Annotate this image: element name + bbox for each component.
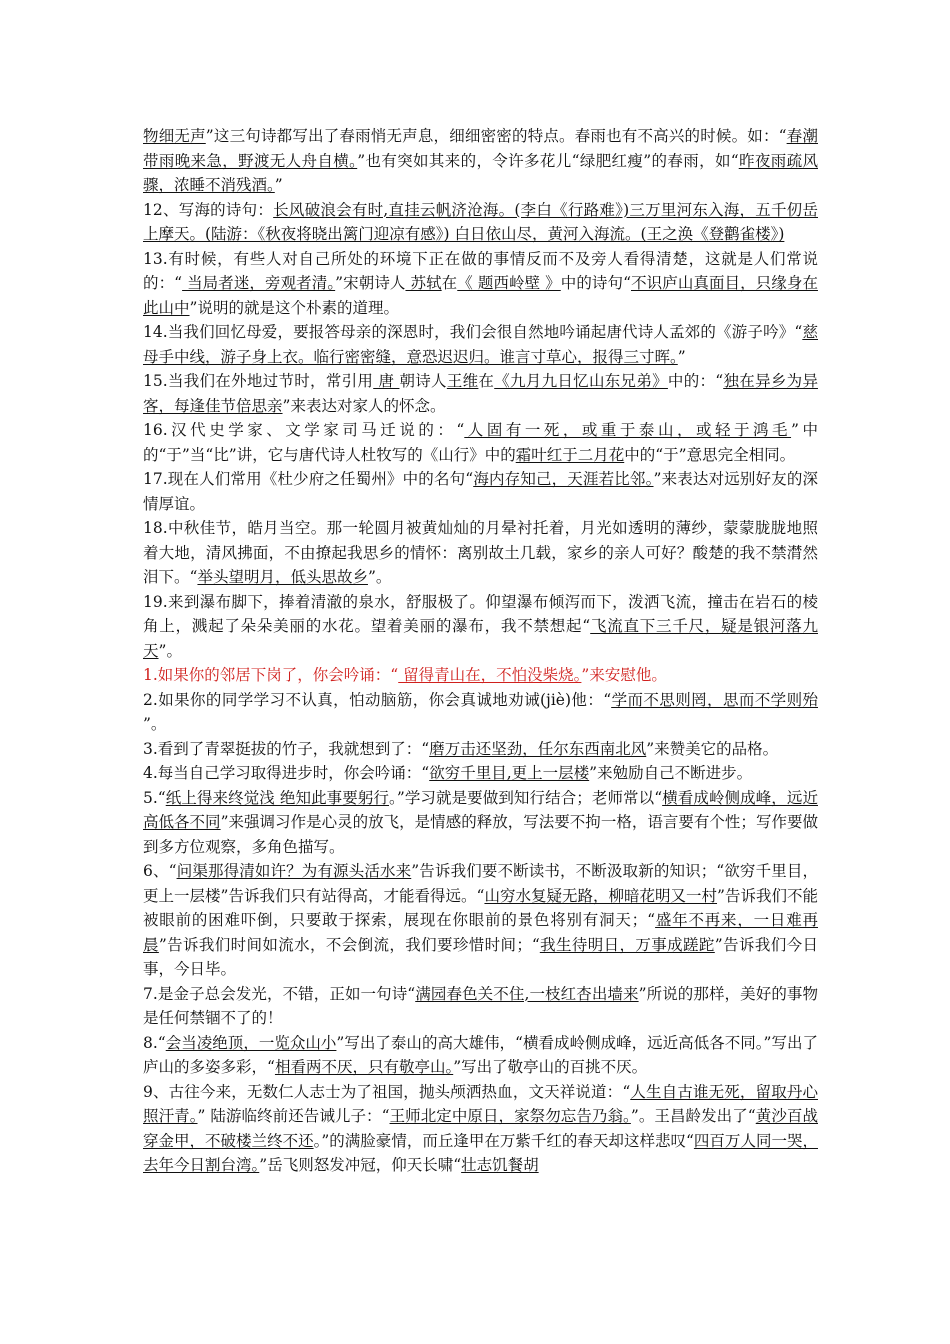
text-run: 16.汉代史学家、文学家司马迁说的：“ bbox=[143, 421, 465, 439]
underlined-quote: 举头望明月，低头思故乡 bbox=[197, 568, 368, 586]
text-run: ” 陆游临终前还告诫儿子：“ bbox=[197, 1107, 390, 1125]
text-run: ”。 bbox=[158, 641, 182, 660]
text-run: ”来表达对家人的怀念。 bbox=[282, 396, 446, 415]
text-run: ”宋朝诗人 bbox=[335, 274, 406, 292]
paragraph bbox=[143, 124, 818, 198]
underlined-quote: 黄沙百战穿金甲，不破楼兰终不还 bbox=[143, 1107, 818, 1150]
text-run: ”这三句诗都写出了春雨悄无声息，细细密密的特点。春雨也有不高兴的时候。如：“ bbox=[205, 127, 787, 145]
underlined-quote: 海内存知己，天涯若比邻。 bbox=[473, 470, 654, 488]
underlined-quote: 四百万人同一哭，去年今日割台湾。 bbox=[143, 1131, 818, 1174]
underlined-quote: 独在异乡为异客，每逢佳节倍思亲 bbox=[143, 372, 818, 415]
text-run: ”告诉我们今日事，今日毕。 bbox=[143, 935, 818, 978]
text-run: 19.来到瀑布脚下，捧着清澈的泉水，舒服极了。仰望瀑布倾泻而下，泼洒飞流，撞击在岩石的棱角上，溅起了朵朵美丽的水花。望着美丽的瀑布，我不禁想起“ bbox=[143, 592, 818, 635]
text-run: ”岳飞则怒发冲冠，仰天长啸“ bbox=[259, 1156, 462, 1174]
text-run: ” bbox=[274, 176, 283, 194]
text-run: 1.如果你的邻居下岗了，你会吟诵：“ bbox=[143, 666, 399, 684]
text-run: 9、古往今来，无数仁人志士为了祖国，抛头颅洒热血，文天祥说道：“ bbox=[143, 1082, 631, 1101]
underlined-quote: 慈母手中线，游子身上衣。临行密密缝，意恐迟迟归。谁言寸草心，报得三寸晖。 bbox=[143, 323, 818, 366]
underlined-quote: 壮志饥餐胡 bbox=[461, 1156, 539, 1174]
text-run: 14.当我们回忆母爱，要报答母亲的深恩时，我们会很自然地吟诵起唐代诗人孟郊的《游子吟》“ bbox=[143, 323, 803, 341]
text-run: 4.每当自己学习取得进步时，你会吟诵：“ bbox=[143, 764, 430, 782]
text-run: 中的“于”意思完全相同。 bbox=[624, 445, 796, 464]
underlined-quote: 问渠那得清如许？为有源头活水来 bbox=[176, 862, 412, 880]
text-run: ”说明的就是这个朴素的道理。 bbox=[189, 298, 399, 317]
underlined-quote: 王维 bbox=[446, 372, 479, 390]
text-run: 2.如果你的同学学习不认真，怕动脑筋，你会真诚地劝诫(jiè)他：“ bbox=[143, 690, 612, 709]
paragraph bbox=[143, 1031, 818, 1080]
text-run: 18.中秋佳节，皓月当空。那一轮圆月被黄灿灿的月晕衬托着，月光如透明的薄纱，蒙蒙胧胧地照着大地，清风拂面，不由撩起我思乡的情怀：离别故土几载，家乡的亲人可好？酸楚的我不禁潸然泪下。“ bbox=[143, 519, 818, 586]
underlined-quote: 盛年不再来，一日难再晨 bbox=[143, 911, 818, 954]
paragraph bbox=[143, 369, 818, 418]
paragraph bbox=[143, 418, 818, 467]
underlined-quote: 《 题西岭壁 》 bbox=[457, 274, 561, 292]
text-run: ”来赞美它的品格。 bbox=[646, 739, 779, 758]
underlined-quote: 欲穷千里目,更上一层楼 bbox=[429, 764, 590, 782]
underlined-quote: 人生自古谁无死，留取丹心照汗青。 bbox=[143, 1082, 818, 1125]
underlined-quote: 纸上得来终觉浅 绝知此事要躬行 bbox=[165, 788, 389, 807]
underlined-quote: 山穷水复疑无路，柳暗花明又一村 bbox=[484, 886, 718, 905]
underlined-quote: 春潮带雨晚来急，野渡无人舟自横。 bbox=[143, 127, 818, 170]
paragraph bbox=[143, 786, 818, 860]
paragraph bbox=[143, 761, 818, 786]
text-run: ”来强调习作是心灵的放飞，是情感的释放，写法要不拘一格，语言要有个性；写作要做到多方位观察，多角色描写。 bbox=[143, 813, 818, 856]
paragraph bbox=[143, 663, 818, 688]
text-run: 在 bbox=[441, 274, 458, 292]
paragraph bbox=[143, 516, 818, 590]
paragraph bbox=[143, 198, 818, 247]
text-run: ”来表达对远别好友的深情厚谊。 bbox=[143, 470, 818, 513]
underlined-quote: 长风破浪会有时,直挂云帆济沧海。(李白《行路难》)三万里河东入海，五千仞岳上摩天。(陆游：《秋夜将晓出篱门迎凉有感》) 白日依山尽，黄河入海流。(王之涣《登鹳雀楼》) bbox=[143, 200, 818, 243]
text-run: ”。王昌龄发出了“ bbox=[630, 1107, 756, 1125]
underlined-quote: 满园春色关不住,一枝红杏出墙来 bbox=[415, 984, 639, 1003]
underlined-quote: 人固有一死，或重于泰山，或轻于鸿毛 bbox=[464, 421, 792, 439]
text-run: 在 bbox=[478, 372, 495, 390]
document-body bbox=[143, 124, 818, 1178]
paragraph bbox=[143, 982, 818, 1031]
underlined-quote: 不识庐山真面目，只缘身在此山中 bbox=[143, 274, 818, 317]
underlined-quote: 昨夜雨疏风骤，浓睡不消残酒。 bbox=[143, 151, 818, 194]
underlined-quote: 当局者迷，旁观者清。 bbox=[182, 274, 336, 292]
text-run: 8.“ bbox=[143, 1033, 166, 1052]
text-run: ” bbox=[677, 347, 686, 366]
text-run: 12、写海的诗句： bbox=[143, 200, 274, 219]
text-run: ”写出了敬亭山的百挑不厌。 bbox=[453, 1058, 648, 1076]
text-run: ”告诉我们时间如流水，不会倒流，我们要珍惜时间；“ bbox=[158, 935, 540, 954]
paragraph bbox=[143, 590, 818, 664]
text-run: ”。 bbox=[143, 715, 167, 733]
underlined-quote: 相看两不厌，只有敬亭山。 bbox=[274, 1058, 454, 1076]
paragraph bbox=[143, 467, 818, 516]
text-run: 13.有时候，有些人对自己所处的环境下正在做的事情反而不及旁人看得清楚，这就是人们常说的：“ bbox=[143, 249, 818, 292]
text-run: 中的：“ bbox=[667, 372, 724, 390]
underlined-quote: 会当凌绝顶，一览众山小 bbox=[165, 1033, 337, 1052]
underlined-quote: 《九月九日忆山东兄弟》 bbox=[494, 372, 668, 390]
text-run: 5.“ bbox=[143, 788, 166, 807]
paragraph bbox=[143, 247, 818, 321]
text-run: ”告诉我们要不断读书，不断汲取新的知识；“欲穷千里目，更上一层楼”告诉我们只有站得高，才能看得远。“ bbox=[143, 862, 818, 905]
paragraph bbox=[143, 688, 818, 737]
underlined-quote: 横看成岭侧成峰，远近高低各不同 bbox=[143, 788, 818, 831]
text-run: ”来安慰他。 bbox=[581, 666, 667, 684]
text-run: ”来勉励自己不断进步。 bbox=[589, 764, 753, 782]
underlined-quote: 苏轼 bbox=[405, 274, 442, 292]
text-run: ”写出了泰山的高大雄伟，“横看成岭侧成峰，远近高低各不同。”写出了庐山的多姿多彩，“ bbox=[143, 1033, 818, 1076]
underlined-quote: 磨万击还坚劲，任尔东西南北风 bbox=[429, 739, 647, 758]
text-run: 7.是金子总会发光，不错，正如一句诗“ bbox=[143, 984, 416, 1003]
underlined-quote: 学而不思则罔，思而不学则殆 bbox=[611, 690, 818, 709]
text-run: 6、“ bbox=[143, 862, 177, 880]
text-run: ”。 bbox=[367, 568, 392, 586]
underlined-quote: 留得青山在，不怕没柴烧。 bbox=[398, 666, 582, 684]
text-run: 中的诗句“ bbox=[560, 274, 631, 292]
underlined-quote: 霜叶红于二月花 bbox=[515, 445, 625, 464]
paragraph bbox=[143, 1080, 818, 1178]
text-run: ”也有突如其来的，令许多花儿“绿肥红瘦”的春雨，如“ bbox=[357, 151, 739, 170]
underlined-quote: 王师北定中原日，家祭勿忘告乃翁。 bbox=[389, 1107, 631, 1125]
text-run: 17.现在人们常用《杜少府之任蜀州》中的名句“ bbox=[143, 470, 474, 488]
underlined-quote: 物细无声 bbox=[143, 127, 206, 145]
text-run: ”中的“于”当“比”讲，它与唐代诗人杜牧写的《山行》中的 bbox=[143, 421, 818, 464]
text-run: 15.当我们在外地过节时，常引用 bbox=[143, 372, 374, 390]
paragraph bbox=[143, 859, 818, 982]
text-run: 。”的满脸豪情，而丘逢甲在万紫千红的春天却这样悲叹“ bbox=[313, 1131, 694, 1150]
underlined-quote: 飞流直下三千尺，疑是银河落九天 bbox=[143, 617, 818, 660]
text-run: 3.看到了青翠挺拔的竹子，我就想到了：“ bbox=[143, 739, 430, 758]
text-run: 。”学习就是要做到知行结合；老师常以“ bbox=[389, 788, 663, 807]
paragraph bbox=[143, 320, 818, 369]
text-run: ”告诉我们不能被眼前的困难吓倒，只要敢于探索，展现在你眼前的景色将别有洞天；“ bbox=[143, 886, 818, 929]
text-run: ”所说的那样，美好的事物是任何禁锢不了的！ bbox=[143, 984, 818, 1027]
paragraph bbox=[143, 737, 818, 762]
underlined-quote: 唐 bbox=[373, 372, 400, 390]
underlined-quote: 我生待明日，万事成蹉跎 bbox=[539, 935, 715, 954]
text-run: 朝诗人 bbox=[399, 372, 447, 390]
